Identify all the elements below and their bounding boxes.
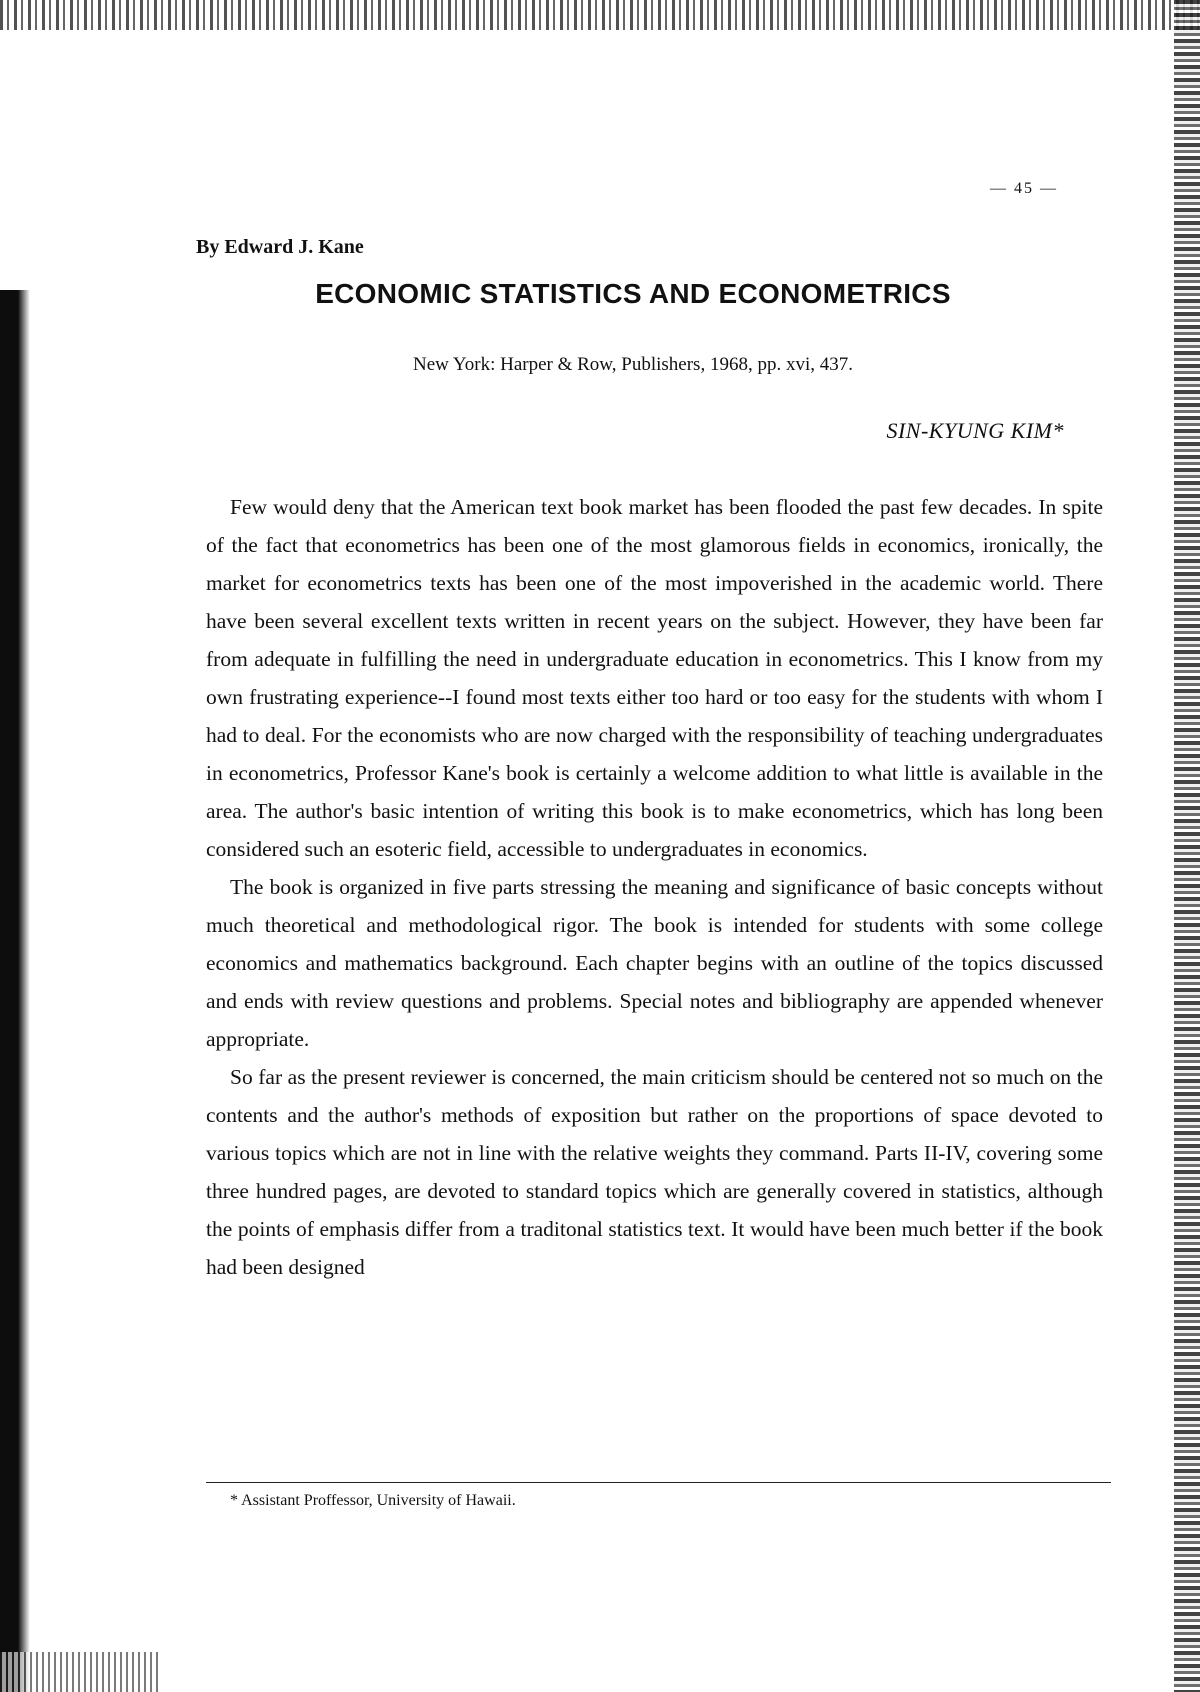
book-title: ECONOMIC STATISTICS AND ECONOMETRICS [315,278,951,309]
scan-border-top [0,0,1200,30]
author-line: By Edward J. Kane [196,236,364,258]
paragraph-3: So far as the present reviewer is concerned, the main criticism should be centered not so much on the contents and the author's methods of exposition but rather on the proportions of space devoted to various topics which are not in line with the relative weights they command. Parts II-IV, covering some three hundred pages, are devoted to standard topics which are generally covered in statistics, although the points of emphasis differ from a traditonal statistics text. It would have been much better if the book had been designed [206,1065,1103,1279]
scan-border-bottom [0,1652,160,1692]
publisher-line: New York: Harper & Row, Publishers, 1968, pp. xvi, 437. [413,354,853,375]
scan-border-right [1174,0,1200,1692]
review-body [206,488,1103,1286]
reviewer-name: SIN-KYUNG KIM* [886,418,1064,443]
footnote: * Assistant Proffessor, University of Hawaii. [230,1492,516,1509]
page-number: — 45 — [990,180,1058,197]
scan-border-left [0,290,30,1692]
footnote-divider [206,1482,1111,1483]
paragraph-2: The book is organized in five parts stressing the meaning and significance of basic concepts without much theoretical and methodological rigor. The book is intended for students with some college economics and mathematics background. Each chapter begins with an outline of the topics discussed and ends with review questions and problems. Special notes and bibliography are appended whenever appropriate. [206,875,1103,1051]
paragraph-1: Few would deny that the American text book market has been flooded the past few decades. In spite of the fact that econometrics has been one of the most glamorous fields in economics, ironically, the market for econometrics texts has been one of the most impoverished in the academic world. There have been several excellent texts written in recent years on the subject. However, they have been far from adequate in fulfilling the need in undergraduate education in econometrics. This I know from my own frustrating experience--I found most texts either too hard or too easy for the students with whom I had to deal. For the economists who are now charged with the responsibility of teaching undergraduates in econometrics, Professor Kane's book is certainly a welcome addition to what little is available in the area. The author's basic intention of writing this book is to make econometrics, which has long been considered such an esoteric field, accessible to undergraduates in economics. [206,495,1103,861]
